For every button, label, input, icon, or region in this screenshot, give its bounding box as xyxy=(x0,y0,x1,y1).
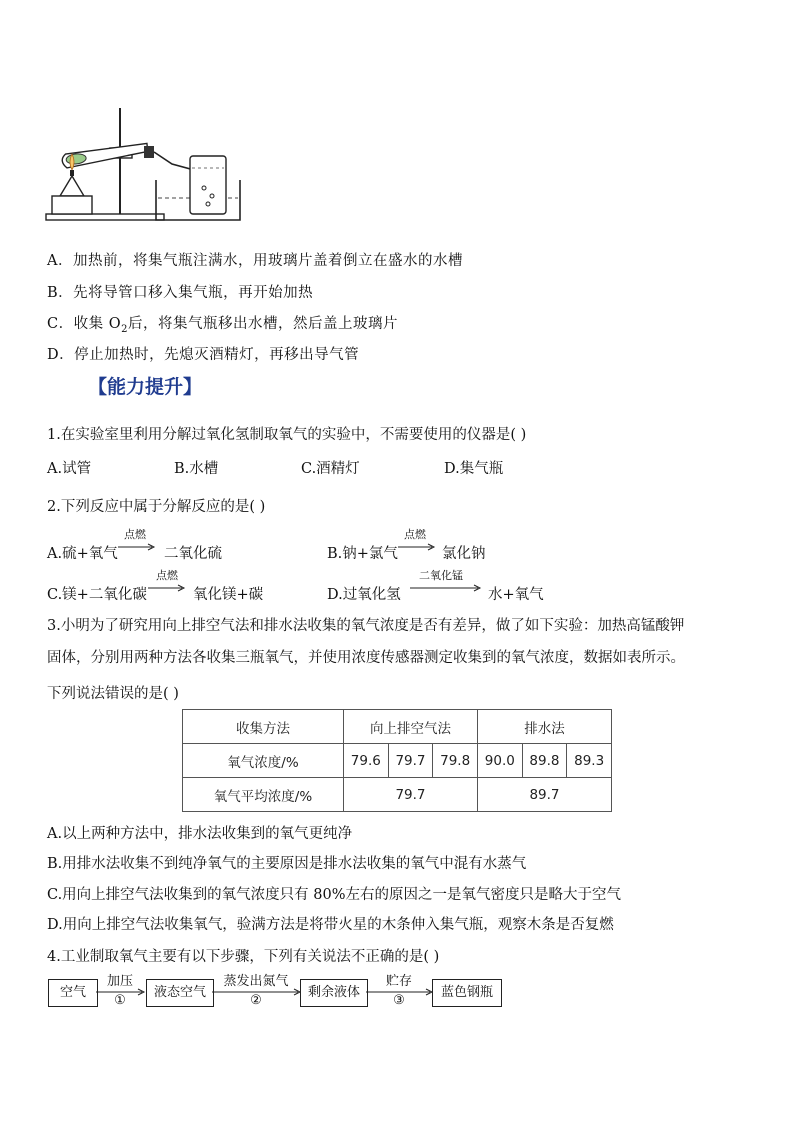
prev-option-c-end: 后，将集气瓶移出水槽，然后盖上玻璃片 xyxy=(127,316,398,332)
q2-option-b-right: 氯化钠 xyxy=(442,546,486,562)
table-cell: 79.8 xyxy=(433,744,478,778)
table-header-method: 收集方法 xyxy=(183,710,344,744)
section-heading: 【能力提升】 xyxy=(88,376,203,398)
flow-box-blue-cylinder: 蓝色钢瓶 xyxy=(432,979,502,1007)
q4-stem: 4.工业制取氧气主要有以下步骤，下列有关说法不正确的是( ) xyxy=(47,949,440,965)
flow-arrow-1-top: 加压 xyxy=(106,974,133,989)
table-header-air-method: 向上排空气法 xyxy=(344,710,478,744)
flow-arrow-1-bottom: ① xyxy=(114,993,126,1008)
table-row xyxy=(183,778,612,812)
q1-option-a: A.试管 xyxy=(47,461,92,477)
q3-option-b: B.用排水法收集不到纯净氧气的主要原因是排水法收集的氧气中混有水蒸气 xyxy=(47,856,527,872)
q2-c-arrow xyxy=(148,584,186,592)
q3-option-a: A.以上两种方法中，排水法收集到的氧气更纯净 xyxy=(47,826,353,842)
q2-b-arrow xyxy=(398,543,436,551)
q1-stem: 1.在实验室里利用分解过氧化氢制取氧气的实验中，不需要使用的仪器是( ) xyxy=(47,427,527,443)
q2-option-a-right: 二氧化硫 xyxy=(164,546,222,562)
q3-stem-line1: 3.小明为了研究用向上排空气法和排水法收集的氧气浓度是否有差异，做了如下实验：加热高锰酸钾 xyxy=(47,618,685,634)
table-row-label-average: 氧气平均浓度/% xyxy=(183,778,344,812)
q2-option-c-right: 氧化镁+碳 xyxy=(193,587,264,603)
prev-option-b: B．先将导管口移入集气瓶，再开始加热 xyxy=(47,285,314,301)
q2-option-b-condition: 点燃 xyxy=(404,528,426,541)
q3-option-c: C.用向上排空气法收集到的氧气浓度只有 80%左右的原因之一是氧气密度只是略大于空气 xyxy=(47,887,622,903)
q2-d-arrow xyxy=(410,584,482,592)
oxygen-concentration-table xyxy=(182,709,612,812)
q2-stem: 2.下列反应中属于分解反应的是( ) xyxy=(47,499,266,515)
q3-stem-line3: 下列说法错误的是( ) xyxy=(47,686,179,702)
table-cell: 79.6 xyxy=(344,744,389,778)
q2-a-arrow xyxy=(118,543,156,551)
flow-box-remaining-liquid: 剩余液体 xyxy=(300,979,368,1007)
table-cell: 89.8 xyxy=(522,744,567,778)
q1-option-c: C.酒精灯 xyxy=(301,461,360,477)
flow-arrow-3-bottom: ③ xyxy=(393,993,405,1008)
q2-option-d-condition: 二氧化锰 xyxy=(419,569,463,582)
table-cell-average-air: 79.7 xyxy=(344,778,478,812)
flow-box-liquid-air: 液态空气 xyxy=(146,979,214,1007)
table-cell: 90.0 xyxy=(477,744,522,778)
table-row-label-concentration: 氧气浓度/% xyxy=(183,744,344,778)
table-row xyxy=(183,710,612,744)
prev-option-c xyxy=(47,312,398,335)
q2-option-c-condition: 点燃 xyxy=(156,569,178,582)
q1-option-b: B.水槽 xyxy=(174,461,219,477)
table-header-water-method: 排水法 xyxy=(477,710,611,744)
q1-option-d: D.集气瓶 xyxy=(444,461,504,477)
prev-option-d: D．停止加热时，先熄灭酒精灯，再移出导气管 xyxy=(47,347,360,363)
flow-arrow-2-bottom: ② xyxy=(250,993,262,1008)
flow-box-air: 空气 xyxy=(48,979,98,1007)
q2-option-a-condition: 点燃 xyxy=(124,528,146,541)
q2-option-b-left: B.钠+氯气 xyxy=(327,546,398,562)
table-cell: 89.3 xyxy=(567,744,612,778)
subscript-2: 2 xyxy=(121,323,128,335)
table-row xyxy=(183,744,612,778)
prev-option-c-start: C．收集 O xyxy=(47,316,122,332)
flow-arrow-2-top: 蒸发出氮气 xyxy=(223,974,289,989)
q2-option-d-left: D.过氧化氢 xyxy=(327,587,401,603)
q2-option-d-right: 水+氧气 xyxy=(488,587,544,603)
flow-arrow-3-top: 贮存 xyxy=(385,974,412,989)
q2-option-a-left: A.硫+氧气 xyxy=(47,546,118,562)
table-cell-average-water: 89.7 xyxy=(477,778,611,812)
prev-option-a: A．加热前，将集气瓶注满水，用玻璃片盖着倒立在盛水的水槽 xyxy=(47,253,463,269)
q2-option-c-left: C.镁+二氧化碳 xyxy=(47,587,147,603)
q3-option-d: D.用向上排空气法收集氧气，验满方法是将带火星的木条伸入集气瓶，观察木条是否复燃 xyxy=(47,917,614,933)
table-cell: 79.7 xyxy=(388,744,433,778)
q3-stem-line2: 固体，分别用两种方法各收集三瓶氧气，并使用浓度传感器测定收集到的氧气浓度，数据如表所示。 xyxy=(47,650,685,666)
oxygen-apparatus-figure xyxy=(44,104,244,228)
